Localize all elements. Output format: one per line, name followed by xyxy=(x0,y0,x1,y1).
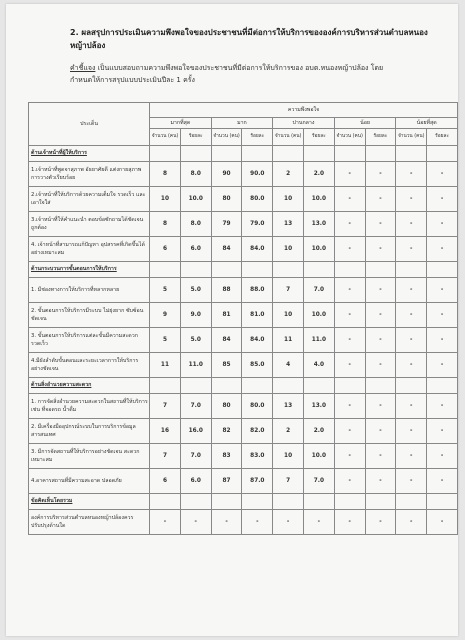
count-cell: - xyxy=(334,419,365,444)
percent-cell: 7.0 xyxy=(303,469,334,494)
table-row xyxy=(29,510,458,535)
count-cell: - xyxy=(334,237,365,262)
empty-cell xyxy=(334,146,365,162)
percent-cell: 7.0 xyxy=(303,278,334,303)
percent-cell: 84.0 xyxy=(242,237,273,262)
section-row xyxy=(29,378,458,394)
percent-cell: - xyxy=(365,510,396,535)
count-cell: - xyxy=(334,469,365,494)
empty-cell xyxy=(427,146,458,162)
count-cell: - xyxy=(396,162,427,187)
percent-cell: - xyxy=(427,237,458,262)
empty-cell xyxy=(273,494,304,510)
percent-cell: - xyxy=(365,394,396,419)
section-row xyxy=(29,146,458,162)
header-level: น้อยที่สุด xyxy=(396,118,458,129)
count-cell: 7 xyxy=(273,469,304,494)
empty-cell xyxy=(211,494,242,510)
count-cell: 4 xyxy=(273,353,304,378)
percent-cell: - xyxy=(427,328,458,353)
empty-cell xyxy=(365,494,396,510)
count-cell: 79 xyxy=(211,212,242,237)
percent-cell: - xyxy=(427,419,458,444)
percent-cell: - xyxy=(365,187,396,212)
percent-cell: - xyxy=(427,162,458,187)
percent-cell: 10.0 xyxy=(303,237,334,262)
percent-cell: 10.0 xyxy=(303,444,334,469)
empty-cell xyxy=(303,494,334,510)
count-cell: - xyxy=(396,394,427,419)
empty-cell xyxy=(180,494,211,510)
intro-paragraph xyxy=(70,62,440,86)
intro-line-2: กำหนดให้การสรุปแบบประเมินปีละ 1 ครั้ง xyxy=(70,76,195,84)
section-label: ด้านเจ้าหน้าที่ผู้ให้บริการ xyxy=(29,146,150,162)
percent-cell: 5.0 xyxy=(180,328,211,353)
item-label: 3. มีการจัดสถานที่ให้บริการอย่างชัดเจน สะดวก เหมาะสม xyxy=(29,444,150,469)
percent-cell: 10.0 xyxy=(303,303,334,328)
count-cell: - xyxy=(396,353,427,378)
empty-cell xyxy=(211,146,242,162)
empty-cell xyxy=(242,494,273,510)
count-cell: - xyxy=(396,303,427,328)
count-cell: - xyxy=(334,212,365,237)
percent-cell: - xyxy=(365,162,396,187)
empty-cell xyxy=(150,262,181,278)
table-row xyxy=(29,237,458,262)
count-cell: - xyxy=(334,328,365,353)
percent-cell: - xyxy=(365,237,396,262)
percent-cell: 13.0 xyxy=(303,212,334,237)
percent-cell: - xyxy=(365,212,396,237)
count-cell: - xyxy=(396,237,427,262)
empty-cell xyxy=(180,146,211,162)
table-row xyxy=(29,394,458,419)
empty-cell xyxy=(396,262,427,278)
percent-cell: 8.0 xyxy=(180,162,211,187)
count-cell: 8 xyxy=(150,162,181,187)
count-cell: - xyxy=(334,510,365,535)
table-row xyxy=(29,353,458,378)
percent-cell: 85.0 xyxy=(242,353,273,378)
table-row xyxy=(29,212,458,237)
percent-cell: 90.0 xyxy=(242,162,273,187)
percent-cell: 13.0 xyxy=(303,394,334,419)
count-cell: 10 xyxy=(273,444,304,469)
count-cell: - xyxy=(396,469,427,494)
item-label: 4.มีผังลำดับขั้นตอนและระยะเวลาการให้บริการอย่างชัดเจน xyxy=(29,353,150,378)
empty-cell xyxy=(303,262,334,278)
item-label: 2. ขั้นตอนการให้บริการมีระบบ ไม่ยุ่งยาก ซับซ้อน ชัดเจน xyxy=(29,303,150,328)
header-level: ปานกลาง xyxy=(273,118,335,129)
item-label: 1.เจ้าหน้าที่พูดจาสุภาพ อัธยาศัยดี แต่งกายสุภาพ การวางตัวเรียบร้อย xyxy=(29,162,150,187)
empty-cell xyxy=(427,494,458,510)
percent-cell: - xyxy=(365,328,396,353)
percent-cell: 88.0 xyxy=(242,278,273,303)
header-percent: ร้อยละ xyxy=(427,129,458,146)
header-level: น้อย xyxy=(334,118,396,129)
header-item: ประเด็น xyxy=(29,103,150,146)
empty-cell xyxy=(334,378,365,394)
percent-cell: 4.0 xyxy=(303,353,334,378)
percent-cell: - xyxy=(365,469,396,494)
percent-cell: - xyxy=(365,444,396,469)
count-cell: - xyxy=(396,212,427,237)
percent-cell: - xyxy=(365,353,396,378)
count-cell: 13 xyxy=(273,394,304,419)
count-cell: - xyxy=(273,510,304,535)
table-row xyxy=(29,444,458,469)
count-cell: - xyxy=(396,419,427,444)
count-cell: 85 xyxy=(211,353,242,378)
count-cell: - xyxy=(396,510,427,535)
percent-cell: 80.0 xyxy=(242,394,273,419)
count-cell: 82 xyxy=(211,419,242,444)
intro-label: คำชี้แจง xyxy=(70,64,96,72)
heading-line-2: หญ้าปล้อง xyxy=(70,41,106,50)
section-label: ข้อคิดเห็นโดยรวม xyxy=(29,494,150,510)
empty-cell xyxy=(150,378,181,394)
empty-cell xyxy=(211,262,242,278)
header-level: มากที่สุด xyxy=(150,118,212,129)
item-label: 4. เจ้าหน้าที่สามารถแก้ปัญหา อุปสรรคที่เกิดขึ้นได้อย่างเหมาะสม xyxy=(29,237,150,262)
count-cell: 84 xyxy=(211,328,242,353)
intro-text: เป็นแบบสอบถามความพึงพอใจของประชาชนที่มีต่อการให้บริการของ อบต.หนองหญ้าปล้อง โดย xyxy=(95,64,384,72)
count-cell: 6 xyxy=(150,469,181,494)
percent-cell: 87.0 xyxy=(242,469,273,494)
percent-cell: 10.0 xyxy=(180,187,211,212)
percent-cell: 6.0 xyxy=(180,469,211,494)
empty-cell xyxy=(273,146,304,162)
table-row xyxy=(29,328,458,353)
empty-cell xyxy=(396,378,427,394)
empty-cell xyxy=(334,262,365,278)
count-cell: 7 xyxy=(273,278,304,303)
percent-cell: - xyxy=(180,510,211,535)
percent-cell: 9.0 xyxy=(180,303,211,328)
percent-cell: - xyxy=(242,510,273,535)
percent-cell: 2.0 xyxy=(303,162,334,187)
empty-cell xyxy=(427,262,458,278)
percent-cell: - xyxy=(427,278,458,303)
count-cell: - xyxy=(396,328,427,353)
item-label: 1. การจัดสิ่งอำนวยความสะดวกในสถานที่ให้บริการ เช่น ที่จอดรถ น้ำดื่ม xyxy=(29,394,150,419)
count-cell: 13 xyxy=(273,212,304,237)
count-cell: 7 xyxy=(150,394,181,419)
count-cell: - xyxy=(334,303,365,328)
heading-line-1: 2. ผลสรุปการประเมินความพึงพอใจของประชาชนที่มีต่อการให้บริการขององค์การบริหารส่วนตำบลหนอง xyxy=(70,28,428,37)
percent-cell: - xyxy=(303,510,334,535)
percent-cell: 11.0 xyxy=(303,328,334,353)
percent-cell: 80.0 xyxy=(242,187,273,212)
count-cell: - xyxy=(150,510,181,535)
item-label: 4.อาคารสถานที่มีความสะอาด ปลอดภัย xyxy=(29,469,150,494)
empty-cell xyxy=(273,262,304,278)
percent-cell: 10.0 xyxy=(303,187,334,212)
section-label: ด้านกระบวนการขั้นตอนการให้บริการ xyxy=(29,262,150,278)
count-cell: 16 xyxy=(150,419,181,444)
empty-cell xyxy=(303,146,334,162)
count-cell: - xyxy=(334,353,365,378)
count-cell: 10 xyxy=(273,187,304,212)
count-cell: 80 xyxy=(211,187,242,212)
empty-cell xyxy=(242,378,273,394)
percent-cell: - xyxy=(427,510,458,535)
document-heading xyxy=(70,26,440,52)
count-cell: 83 xyxy=(211,444,242,469)
header-count: จำนวน (คน) xyxy=(273,129,304,146)
count-cell: - xyxy=(334,187,365,212)
count-cell: 5 xyxy=(150,328,181,353)
empty-cell xyxy=(427,378,458,394)
percent-cell: 8.0 xyxy=(180,212,211,237)
item-label: 2. มีเครื่องมืออุปกรณ์ระบบในการบริการข้อมูลสารสนเทศ xyxy=(29,419,150,444)
empty-cell xyxy=(365,146,396,162)
percent-cell: - xyxy=(427,303,458,328)
header-level: มาก xyxy=(211,118,273,129)
item-label: 2.เจ้าหน้าที่ให้บริการด้วยความเต็มใจ รวดเร็ว และเอาใจใส่ xyxy=(29,187,150,212)
count-cell: 84 xyxy=(211,237,242,262)
percent-cell: - xyxy=(427,394,458,419)
table-row xyxy=(29,278,458,303)
percent-cell: 83.0 xyxy=(242,444,273,469)
count-cell: 10 xyxy=(273,237,304,262)
empty-cell xyxy=(180,262,211,278)
count-cell: 81 xyxy=(211,303,242,328)
count-cell: 11 xyxy=(273,328,304,353)
table-row xyxy=(29,419,458,444)
count-cell: 8 xyxy=(150,212,181,237)
empty-cell xyxy=(365,262,396,278)
empty-cell xyxy=(242,262,273,278)
empty-cell xyxy=(150,146,181,162)
empty-cell xyxy=(211,378,242,394)
count-cell: 90 xyxy=(211,162,242,187)
table-row xyxy=(29,162,458,187)
percent-cell: 81.0 xyxy=(242,303,273,328)
percent-cell: 16.0 xyxy=(180,419,211,444)
header-count: จำนวน (คน) xyxy=(211,129,242,146)
percent-cell: - xyxy=(365,303,396,328)
count-cell: 7 xyxy=(150,444,181,469)
count-cell: 5 xyxy=(150,278,181,303)
percent-cell: - xyxy=(427,212,458,237)
header-percent: ร้อยละ xyxy=(242,129,273,146)
empty-cell xyxy=(180,378,211,394)
percent-cell: 79.0 xyxy=(242,212,273,237)
count-cell: 6 xyxy=(150,237,181,262)
count-cell: 11 xyxy=(150,353,181,378)
percent-cell: 2.0 xyxy=(303,419,334,444)
count-cell: - xyxy=(396,444,427,469)
percent-cell: 6.0 xyxy=(180,237,211,262)
item-label: 1. มีช่องทางการให้บริการที่หลากหลาย xyxy=(29,278,150,303)
count-cell: 2 xyxy=(273,419,304,444)
item-label: 3. ขั้นตอนการให้บริการแต่ละขั้นมีความสะดวก รวดเร็ว xyxy=(29,328,150,353)
count-cell: - xyxy=(334,394,365,419)
count-cell: 9 xyxy=(150,303,181,328)
count-cell: 87 xyxy=(211,469,242,494)
table-row xyxy=(29,187,458,212)
count-cell: - xyxy=(396,278,427,303)
percent-cell: - xyxy=(365,419,396,444)
section-row xyxy=(29,262,458,278)
count-cell: - xyxy=(396,187,427,212)
count-cell: - xyxy=(334,162,365,187)
table-row xyxy=(29,303,458,328)
percent-cell: 7.0 xyxy=(180,444,211,469)
empty-cell xyxy=(396,494,427,510)
percent-cell: - xyxy=(427,444,458,469)
empty-cell xyxy=(242,146,273,162)
percent-cell: 5.0 xyxy=(180,278,211,303)
percent-cell: - xyxy=(427,187,458,212)
header-count: จำนวน (คน) xyxy=(334,129,365,146)
section-row xyxy=(29,494,458,510)
percent-cell: 84.0 xyxy=(242,328,273,353)
item-label: 3.เจ้าหน้าที่ให้คำแนะนำ ตอบข้อซักถามได้ชัดเจนถูกต้อง xyxy=(29,212,150,237)
empty-cell xyxy=(334,494,365,510)
header-count: จำนวน (คน) xyxy=(150,129,181,146)
empty-cell xyxy=(150,494,181,510)
percent-cell: 82.0 xyxy=(242,419,273,444)
header-count: จำนวน (คน) xyxy=(396,129,427,146)
empty-cell xyxy=(365,378,396,394)
empty-cell xyxy=(303,378,334,394)
percent-cell: 11.0 xyxy=(180,353,211,378)
header-percent: ร้อยละ xyxy=(180,129,211,146)
percent-cell: - xyxy=(427,353,458,378)
count-cell: - xyxy=(211,510,242,535)
table-body xyxy=(29,146,458,535)
count-cell: 88 xyxy=(211,278,242,303)
section-label: ด้านสิ่งอำนวยความสะดวก xyxy=(29,378,150,394)
empty-cell xyxy=(396,146,427,162)
item-label: องค์การบริหารส่วนตำบลหนองหญ้าปล้องควรปรับปรุงด้านใด xyxy=(29,510,150,535)
header-percent: ร้อยละ xyxy=(365,129,396,146)
count-cell: - xyxy=(334,444,365,469)
header-percent: ร้อยละ xyxy=(303,129,334,146)
percent-cell: - xyxy=(427,469,458,494)
count-cell: 10 xyxy=(273,303,304,328)
count-cell: 10 xyxy=(150,187,181,212)
count-cell: - xyxy=(334,278,365,303)
count-cell: 80 xyxy=(211,394,242,419)
header-satisfaction: ความพึงพอใจ xyxy=(150,103,458,118)
document-page xyxy=(6,4,458,636)
percent-cell: 7.0 xyxy=(180,394,211,419)
percent-cell: - xyxy=(365,278,396,303)
satisfaction-table xyxy=(28,102,458,535)
count-cell: 2 xyxy=(273,162,304,187)
empty-cell xyxy=(273,378,304,394)
table-row xyxy=(29,469,458,494)
